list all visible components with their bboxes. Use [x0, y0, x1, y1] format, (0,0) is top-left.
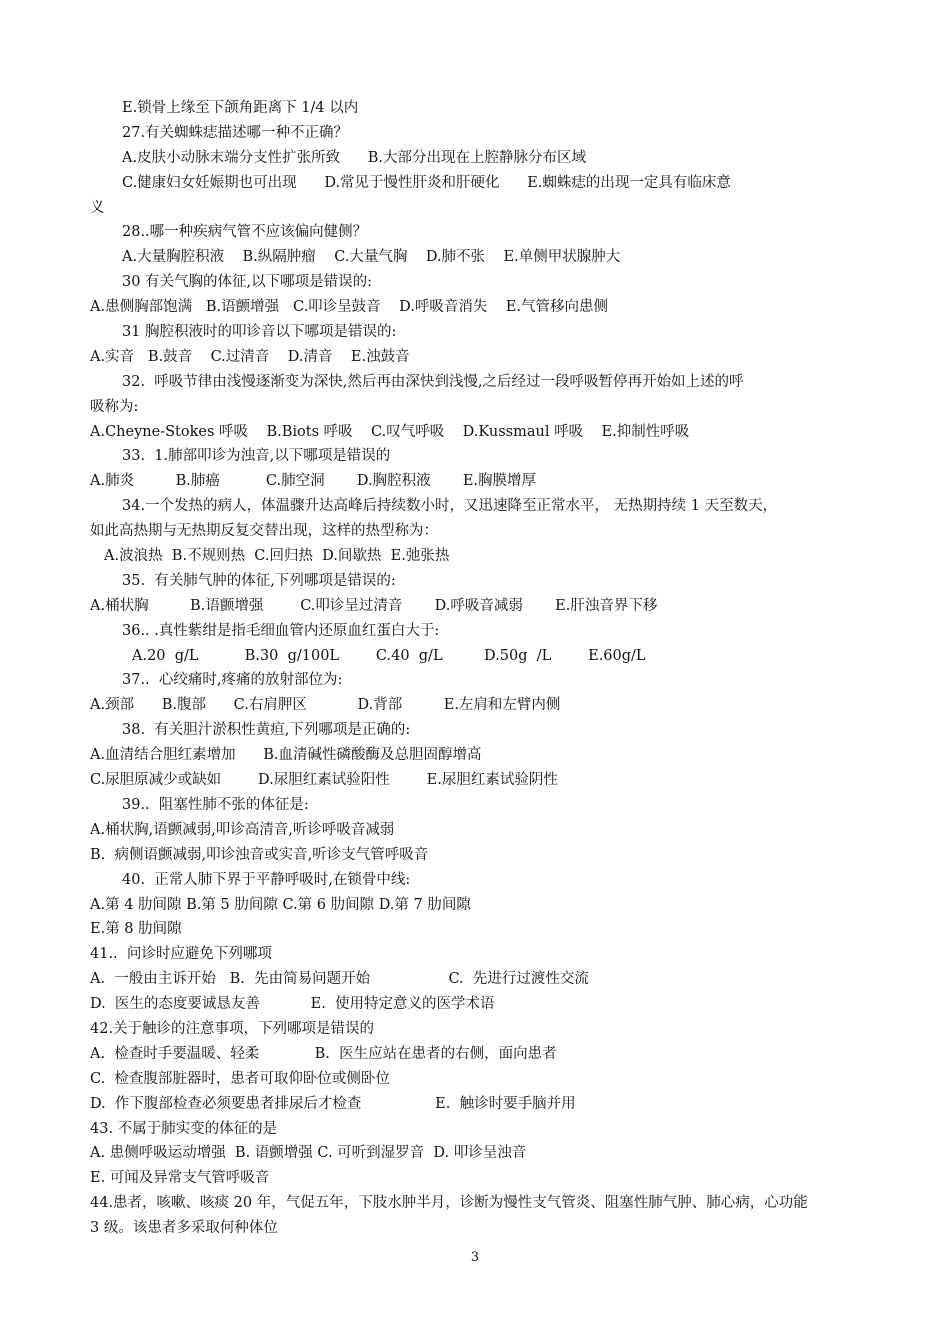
text-line: 44.患者，咳嗽、咳痰 20 年，气促五年，下肢水肿半月，诊断为慢性支气管炎、阻塞性肺气肿、肺心病，心功能: [90, 1195, 808, 1212]
text-line: A.血清结合胆红素增加 B.血清碱性磷酸酶及总胆固醇增高: [90, 747, 482, 764]
text-line: 30 有关气胸的体征,以下哪项是错误的:: [122, 274, 373, 291]
text-line: 31 胸腔积液时的叩诊音以下哪项是错误的:: [122, 324, 397, 341]
text-line: 36.. .真性紫绀是指毛细血管内还原血红蛋白大于:: [122, 622, 440, 639]
text-line: A.大量胸腔积液 B.纵隔肿瘤 C.大量气胸 D.肺不张 E.单侧甲状腺肿大: [122, 249, 621, 266]
text-line: 34.一个发热的病人，体温骤升达高峰后持续数小时，又迅速降至正常水平， 无热期持续 1 天至数天，: [122, 498, 778, 515]
text-line: 41.. 问诊时应避免下列哪项: [90, 946, 272, 963]
text-line: 38. 有关胆汁淤积性黄疸,下列哪项是正确的:: [122, 722, 411, 739]
text-line: 42.关于触诊的注意事项，下列哪项是错误的: [90, 1020, 375, 1037]
text-line: C.尿胆原减少或缺如 D.尿胆红素试验阳性 E.尿胆红素试验阴性: [90, 772, 558, 789]
text-line: A.第 4 肋间隙 B.第 5 肋间隙 C.第 6 肋间隙 D.第 7 肋间隙: [90, 896, 471, 913]
text-line: A.桶状胸 B.语颤增强 C.叩诊呈过清音 D.呼吸音减弱 E.肝浊音界下移: [90, 597, 658, 614]
text-line: 35. 有关肺气肿的体征,下列哪项是错误的:: [122, 572, 396, 589]
text-line: A.实音 B.鼓音 C.过清音 D.清音 E.浊鼓音: [90, 348, 410, 365]
text-line: A. 患侧呼吸运动增强 B. 语颤增强 C. 可听到湿罗音 D. 叩诊呈浊音: [90, 1145, 527, 1162]
text-line: C.健康妇女妊娠期也可出现 D.常见于慢性肝炎和肝硬化 E.蜘蛛痣的出现一定具有临床意: [122, 174, 731, 191]
text-line: 37.. 心绞痛时,疼痛的放射部位为:: [122, 672, 343, 689]
text-line: A. 一般由主诉开始 B. 先由简易问题开始 C. 先进行过渡性交流: [90, 971, 589, 988]
text-line: E. 可闻及异常支气管呼吸音: [90, 1170, 270, 1187]
text-line: 27.有关蜘蛛痣描述哪一种不正确？: [122, 124, 349, 141]
text-line: D. 医生的态度要诚恳友善 E. 使用特定意义的医学术语: [90, 996, 495, 1013]
text-line: A.患侧胸部饱满 B.语颤增强 C.叩诊呈鼓音 D.呼吸音消失 E.气管移向患侧: [90, 299, 608, 316]
text-line: A.20 g/L B.30 g/100L C.40 g/L D.50g /L E.60g/L: [132, 647, 646, 664]
text-line: A. 检查时手要温暖、轻柔 B. 医生应站在患者的右侧，面向患者: [90, 1045, 557, 1062]
text-line: 33. 1.肺部叩诊为浊音,以下哪项是错误的: [122, 448, 391, 465]
text-line: 3 级。该患者多采取何种体位: [90, 1220, 278, 1237]
text-line: E.第 8 肋间隙: [90, 921, 182, 938]
text-line: C. 检查腹部脏器时，患者可取仰卧位或侧卧位: [90, 1070, 390, 1087]
text-line: E.锁骨上缘至下颌角距离下 1/4 以内: [122, 100, 359, 116]
text-line: A.Cheyne-Stokes 呼吸 B.Biots 呼吸 C.叹气呼吸 D.Kussmaul 呼吸 E.抑制性呼吸: [90, 423, 690, 440]
text-line: 39.. 阻塞性肺不张的体征是:: [122, 796, 309, 813]
text-line: 吸称为:: [90, 398, 139, 415]
text-line: A.颈部 B.腹部 C.右肩胛区 D.背部 E.左肩和左臂内侧: [90, 697, 561, 714]
text-line: A.皮肤小动脉末端分支性扩张所致 B.大部分出现在上腔静脉分布区域: [122, 149, 586, 166]
document-body: [90, 96, 862, 1241]
text-line: A.肺炎 B.肺癌 C.肺空洞 D.胸腔积液 E.胸膜增厚: [90, 473, 537, 490]
text-line: B. 病侧语颤减弱,叩诊浊音或实音,听诊支气管呼吸音: [90, 846, 429, 863]
text-line: A.波浪热 B.不规则热 C.回归热 D.间歇热 E.弛张热: [104, 548, 450, 565]
page-number: 3: [470, 1250, 480, 1265]
text-line: A.桶状胸,语颤减弱,叩诊高清音,听诊呼吸音减弱: [90, 821, 395, 838]
text-line: 32. 呼吸节律由浅慢逐渐变为深快,然后再由深快到浅慢,之后经过一段呼吸暂停再开始如上述的呼: [122, 373, 744, 390]
text-line: 如此高热期与无热期反复交替出现，这样的热型称为：: [90, 523, 438, 540]
text-line: 43. 不属于肺实变的体征的是: [90, 1120, 278, 1137]
text-line: 40. 正常人肺下界于平静呼吸时,在锁骨中线:: [122, 871, 411, 888]
text-line: D. 作下腹部检查必须要患者排尿后才检查 E. 触诊时要手脑并用: [90, 1095, 576, 1112]
text-line: 28..哪一种疾病气管不应该偏向健侧？: [122, 224, 368, 241]
text-line: 义: [90, 199, 105, 216]
